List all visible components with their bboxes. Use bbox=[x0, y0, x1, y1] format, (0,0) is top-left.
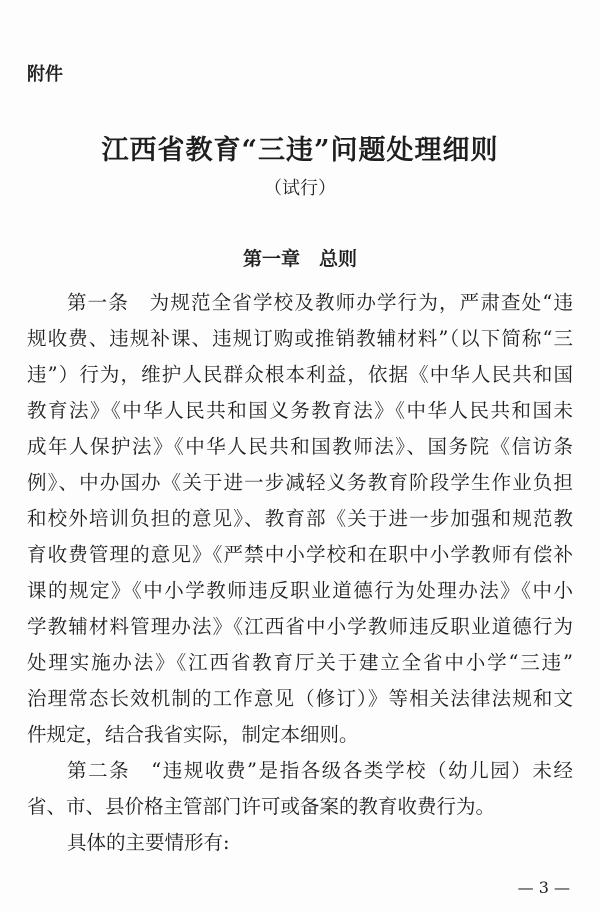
attachment-label: 附件 bbox=[27, 64, 63, 85]
text-line: 育收费管理的意见》《严禁中小学校和在职中小学教师有偿补 bbox=[27, 543, 573, 566]
text-line: 处理实施办法》《江西省教育厅关于建立全省中小学“三违” bbox=[27, 651, 573, 674]
chapter-heading: 第一章 总则 bbox=[242, 248, 357, 270]
text-line: 课的规定》《中小学教师违反职业道德行为处理办法》《中小 bbox=[27, 579, 573, 602]
text-line: 和校外培训负担的意见》、教育部《关于进一步加强和规范教 bbox=[27, 507, 573, 530]
text-line: 具体的主要情形有: bbox=[67, 831, 230, 854]
text-line: 成年人保护法》《中华人民共和国教师法》、国务院《信访条 bbox=[27, 435, 573, 458]
document-subtitle: （试行） bbox=[264, 178, 336, 199]
text-line: 学教辅材料管理办法》《江西省中小学教师违反职业道德行为 bbox=[27, 615, 573, 638]
document-title: 江西省教育“三违”问题处理细则 bbox=[101, 135, 499, 166]
text-line: 例》、中办国办《关于进一步减轻义务教育阶段学生作业负担 bbox=[27, 471, 573, 494]
text-line: 省、市、县价格主管部门许可或备案的教育收费行为。 bbox=[27, 795, 496, 818]
text-line: 规收费、违规补课、违规订购或推销教辅材料”（以下简称“三 bbox=[27, 327, 573, 350]
text-line: 治理常态长效机制的工作意见（修订）》等相关法律法规和文 bbox=[27, 687, 573, 710]
text-line: 件规定，结合我省实际，制定本细则。 bbox=[27, 723, 359, 746]
page-number: — 3 — bbox=[517, 878, 570, 897]
text-line: 第一条 为规范全省学校及教师办学行为，严肃查处“违 bbox=[67, 291, 573, 314]
body-text bbox=[27, 285, 573, 861]
text-line: 违”）行为，维护人民群众根本利益，依据《中华人民共和国 bbox=[27, 363, 573, 386]
text-line: 第二条 “违规收费”是指各级各类学校（幼儿园）未经 bbox=[67, 759, 573, 782]
text-line: 教育法》《中华人民共和国义务教育法》《中华人民共和国未 bbox=[27, 399, 573, 422]
